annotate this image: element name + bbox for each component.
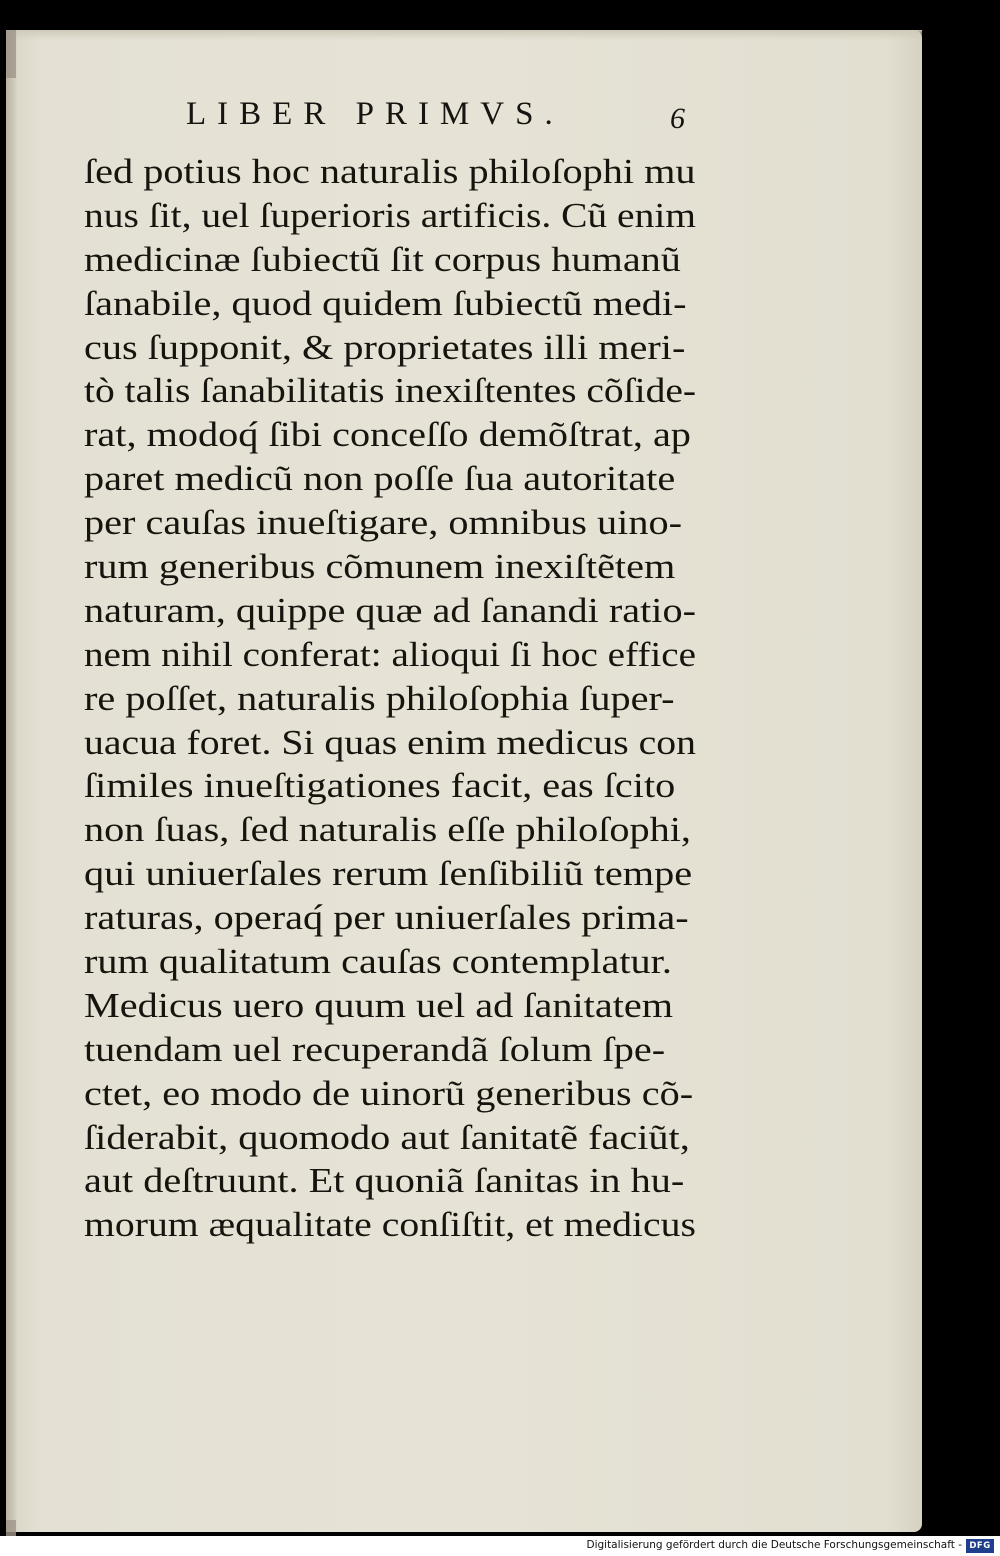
text-line: tuendam uel recuperandã ſolum ſpe- <box>84 1029 666 1069</box>
text-line: medicinæ ſubiectũ ſit corpus humanũ <box>84 239 681 279</box>
digitization-footer <box>0 1536 1000 1556</box>
text-line: ſed potius hoc naturalis philoſophi mu <box>84 152 696 191</box>
text-line: aut deſtruunt. Et quoniã ſanitas in hu- <box>84 1161 685 1201</box>
marbled-edge-top <box>6 30 16 78</box>
text-line: Medicus uero quum uel ad ſanitatem <box>84 985 674 1025</box>
text-line: nem nihil conferat: alioqui ſi hoc effice <box>84 634 696 674</box>
text-line: per cauſas inueſtigare, omnibus uino- <box>84 503 682 543</box>
page-number: 6 <box>670 102 685 135</box>
text-line: nus ſit, uel ſuperioris artificis. Cũ enim <box>84 195 697 235</box>
dfg-logo: DFG <box>966 1539 994 1553</box>
text-line: morum æqualitate conſiſtit, et medicus <box>84 1205 696 1245</box>
body-text <box>84 150 704 1247</box>
page-top-shadow <box>6 30 922 40</box>
text-line: tò talis ſanabilitatis inexiſtentes cõſide- <box>84 371 697 411</box>
text-line: paret medicũ non poſſe ſua autoritate <box>84 459 676 499</box>
text-line: cus ſupponit, & proprietates illi meri- <box>84 327 686 367</box>
text-line: ſimiles inueſtigationes facit, eas ſcito <box>84 766 676 806</box>
text-line: ſanabile, quod quidem ſubiectũ medi- <box>84 283 687 323</box>
text-line: uacua foret. Si quas enim medicus con <box>84 722 696 762</box>
text-line: rum generibus cõmunem inexiſtẽtem <box>84 547 676 587</box>
text-line: ctet, eo modo de uinorũ generibus cõ- <box>84 1073 694 1113</box>
binding-shadow <box>6 30 18 1532</box>
text-line: rum qualitatum cauſas contemplatur. <box>84 942 672 982</box>
text-line: non ſuas, ſed naturalis eſſe philoſophi, <box>84 810 692 850</box>
text-line: qui uniuerſales rerum ſenſibiliũ tempe <box>84 854 693 894</box>
text-line: raturas, operaq́ per uniuerſales prima- <box>84 898 689 938</box>
funding-credit: Digitalisierung gefördert durch die Deutsche Forschungsgemeinschaft - <box>586 1539 962 1551</box>
text-line: re poſſet, naturalis philoſophia ſuper- <box>84 678 675 718</box>
text-line: ſiderabit, quomodo aut ſanitatẽ faciũt, <box>84 1117 690 1157</box>
text-line: naturam, quippe quæ ad ſanandi ratio- <box>84 590 696 630</box>
running-head: LIBER PRIMVS. <box>186 96 564 132</box>
book-page <box>6 30 922 1532</box>
text-line: rat, modoq́ ſibi conceſſo demõſtrat, ap <box>84 415 691 455</box>
